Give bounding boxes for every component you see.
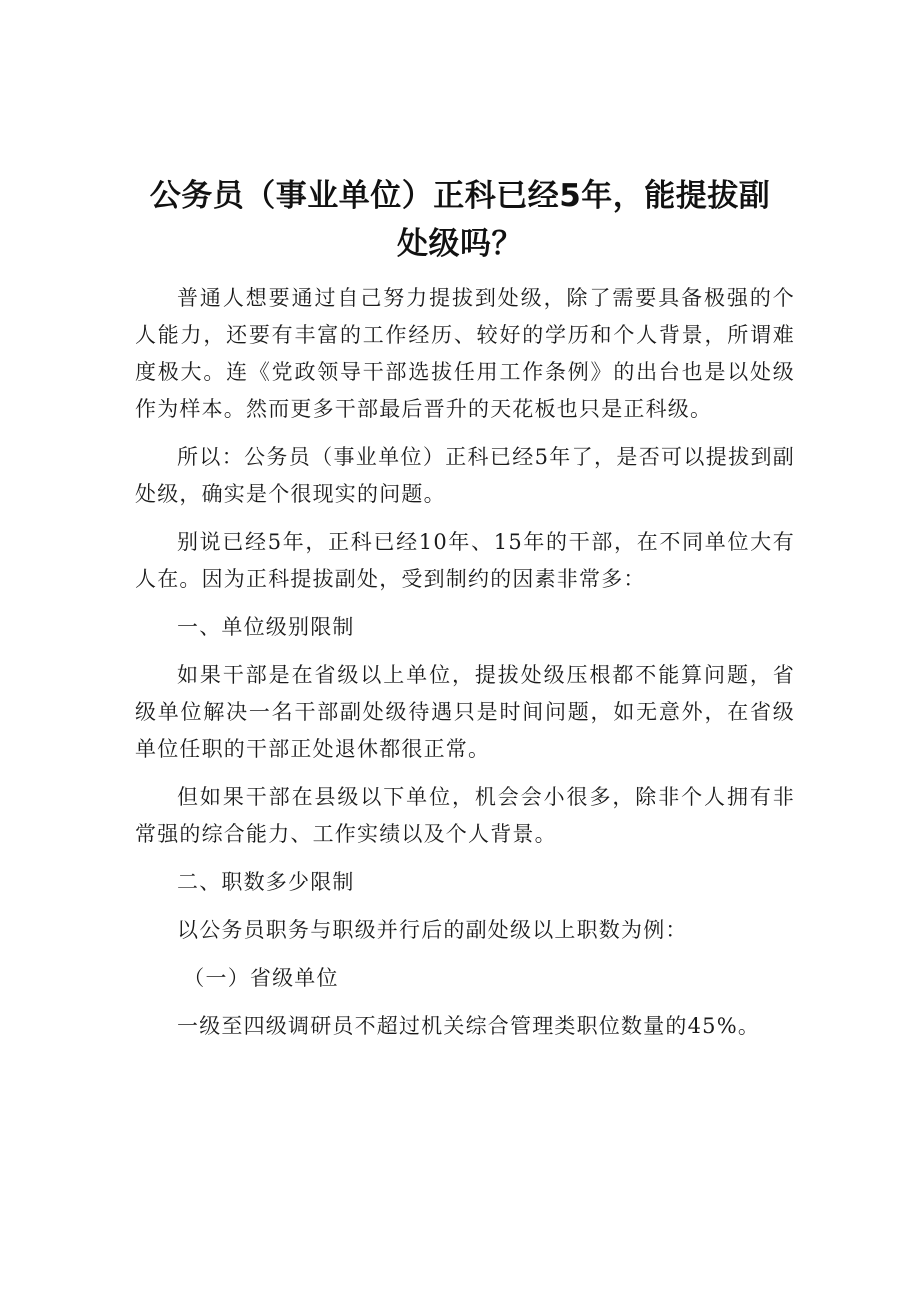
- paragraph-county: 但如果干部在县级以下单位，机会会小很多，除非个人拥有非常强的综合能力、工作实绩以及个人背景。: [135, 785, 795, 846]
- document-title: 公务员（事业单位）正科已经5年，能提拔副处级吗？: [149, 178, 771, 262]
- paragraph-factors: 别说已经5年，正科已经10年、15年的干部，在不同单位大有人在。因为正科提拔副处，受到制约的因素非常多：: [135, 530, 795, 591]
- section-heading-unit-level: 一、单位级别限制: [177, 615, 355, 639]
- paragraph-intro: 普通人想要通过自己努力提拔到处级，除了需要具备极强的个人能力，还要有丰富的工作经历、较好的学历和个人背景，所谓难度极大。连《党政领导干部选拔任用工作条例》的出台也是以处级作为样本。然而更多干部最后晋升的天花板也只是正科级。: [135, 286, 795, 421]
- subsection-heading-provincial: （一）省级单位: [183, 966, 339, 990]
- section-heading-position-count: 二、职数多少限制: [177, 870, 355, 894]
- paragraph-researcher-quota: 一级至四级调研员不超过机关综合管理类职位数量的45%。: [177, 1014, 761, 1038]
- paragraph-provincial: 如果干部是在省级以上单位，提拔处级压根都不能算问题，省级单位解决一名干部副处级待遇只是时间问题，如无意外，在省级单位任职的干部正处退休都很正常。: [135, 663, 795, 761]
- paragraph-question: 所以：公务员（事业单位）正科已经5年了，是否可以提拔到副处级，确实是个很现实的问题。: [135, 445, 795, 506]
- document-body: [135, 280, 795, 1056]
- paragraph-example: 以公务员职务与职级并行后的副处级以上职数为例：: [177, 918, 688, 942]
